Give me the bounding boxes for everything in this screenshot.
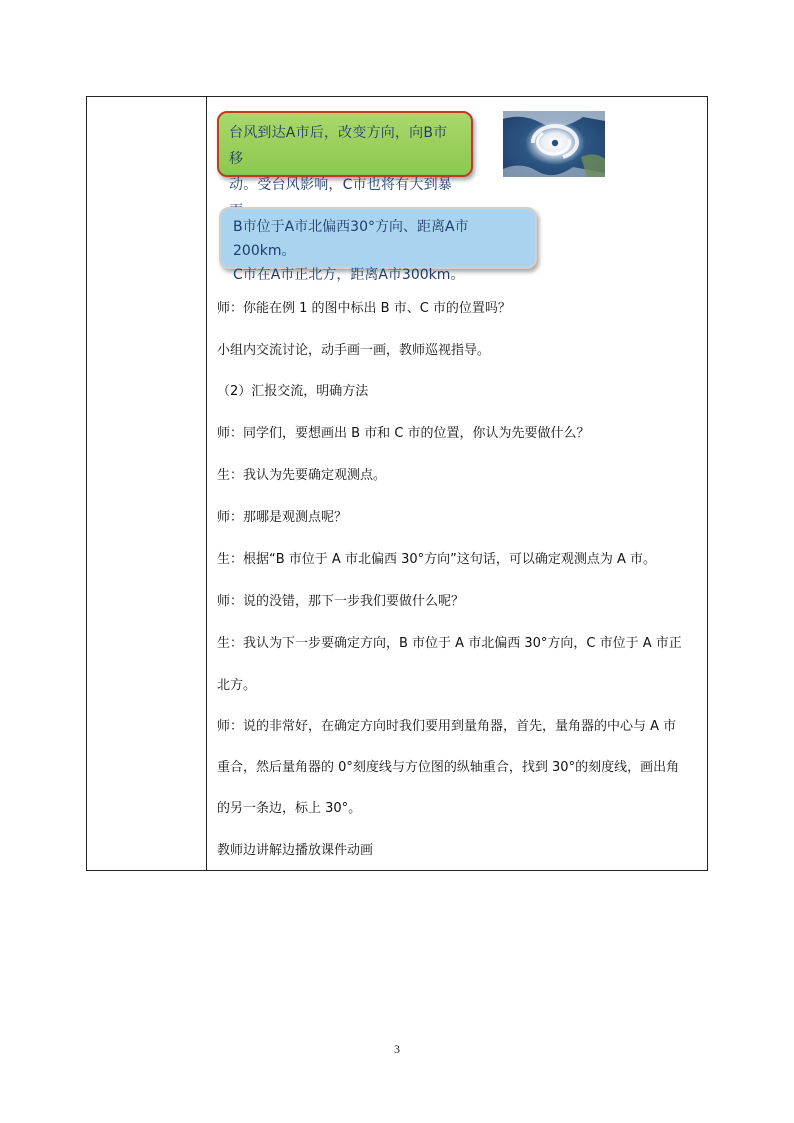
paragraph: 师：同学们，要想画出 B 市和 C 市的位置，你认为先要做什么？ bbox=[217, 426, 590, 441]
paragraph: 生：根据“B 市位于 A 市北偏西 30°方向”这句话，可以确定观测点为 A 市。 bbox=[217, 552, 657, 567]
cities-callout-line-2: C市在A市正北方，距离A市300km。 bbox=[233, 267, 465, 283]
table-right-column bbox=[207, 97, 707, 870]
lesson-table bbox=[86, 96, 708, 871]
paragraph: 的另一条边，标上 30°。 bbox=[217, 801, 362, 816]
paragraph: （2）汇报交流，明确方法 bbox=[217, 384, 369, 399]
typhoon-callout-line-1: 台风到达A市后，改变方向，向B市移 bbox=[229, 125, 448, 167]
paragraph: 教师边讲解边播放课件动画 bbox=[217, 843, 374, 858]
cities-callout bbox=[219, 207, 537, 283]
typhoon-satellite-image bbox=[503, 111, 605, 177]
paragraph: 北方。 bbox=[217, 678, 257, 693]
paragraph: 小组内交流讨论，动手画一画，教师巡视指导。 bbox=[217, 343, 491, 358]
typhoon-callout-line-2: 动。受台风影响，C市也将有大到暴 bbox=[229, 177, 452, 193]
typhoon-callout bbox=[217, 111, 473, 193]
table-left-column bbox=[87, 97, 207, 870]
paragraph: 师：说的没错，那下一步我们要做什么呢？ bbox=[217, 594, 465, 609]
paragraph: 师：说的非常好，在确定方向时我们要用到量角器，首先，量角器的中心与 A 市 bbox=[217, 719, 677, 734]
paragraph: 师：那哪是观测点呢？ bbox=[217, 510, 348, 525]
paragraph: 生：我认为下一步要确定方向，B 市位于 A 市北偏西 30°方向，C 市位于 A 市正 bbox=[217, 636, 682, 651]
page-number: 3 bbox=[394, 1042, 400, 1056]
paragraph: 重合，然后量角器的 0°刻度线与方位图的纵轴重合，找到 30°的刻度线，画出角 bbox=[217, 760, 680, 775]
paragraph: 师：你能在例 1 的图中标出 B 市、C 市的位置吗？ bbox=[217, 301, 511, 316]
paragraph: 生：我认为先要确定观测点。 bbox=[217, 468, 387, 483]
cities-callout-line-1: B市位于A市北偏西30°方向、距离A市200km。 bbox=[233, 219, 469, 259]
